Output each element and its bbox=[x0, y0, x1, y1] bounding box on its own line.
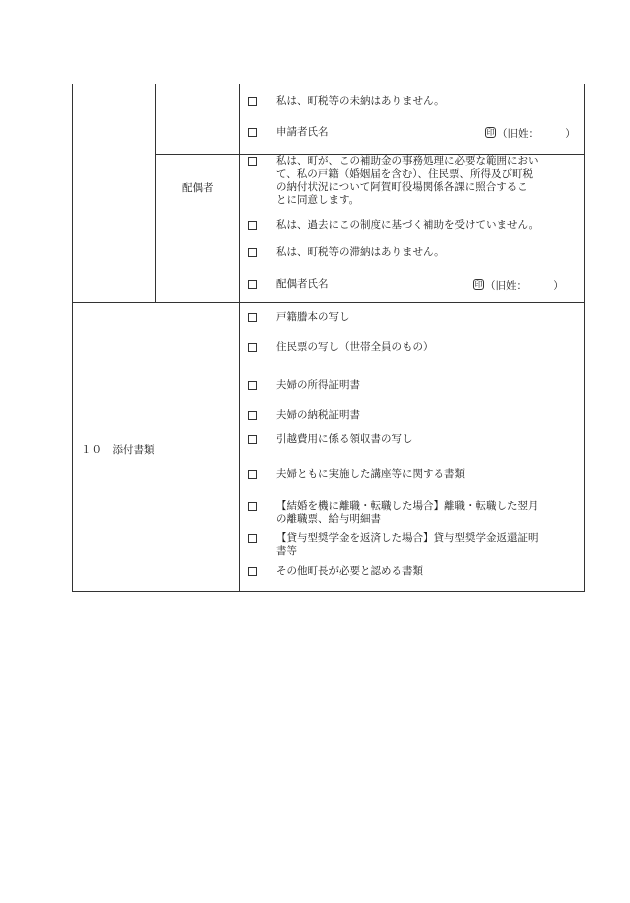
spouse-consent-line-1: 私は、町が、この補助金の事務処理に必要な範囲におい bbox=[276, 155, 539, 167]
applicant-name-label: 申請者氏名 bbox=[276, 126, 329, 138]
spouse-no-prior-subsidy-text: 私は、過去にこの制度に基づく補助を受けていません。 bbox=[276, 219, 540, 231]
table-divider-attachments bbox=[72, 302, 585, 303]
checkbox-applicant-no-arrears[interactable] bbox=[248, 97, 257, 106]
attachment-item-family-register: 戸籍謄本の写し bbox=[276, 311, 350, 323]
checkbox-spouse-name[interactable] bbox=[248, 280, 257, 289]
table-divider-inner-left bbox=[155, 84, 156, 302]
table-border-bottom bbox=[72, 591, 585, 592]
checkbox-family-register[interactable] bbox=[248, 313, 257, 322]
checkbox-tax-certificate[interactable] bbox=[248, 411, 257, 420]
checkbox-income-certificate[interactable] bbox=[248, 381, 257, 390]
applicant-no-arrears-text: 私は、町税等の未納はありません。 bbox=[276, 95, 445, 107]
checkbox-applicant-name[interactable] bbox=[248, 128, 257, 137]
attachment-item-other-documents: その他町長が必要と認める書類 bbox=[276, 565, 423, 577]
spouse-consent-line-2: て、私の戸籍（婚姻届を含む）、住民票、所得及び町税 bbox=[276, 168, 534, 180]
seal-icon: 印 bbox=[486, 128, 495, 137]
attachment-item-tax-certificate: 夫婦の納税証明書 bbox=[276, 409, 360, 421]
attachment-item-income-certificate: 夫婦の所得証明書 bbox=[276, 379, 360, 391]
table-border-left bbox=[72, 84, 73, 592]
attachment-item-scholarship-line-1: 【貸与型奨学金を返済した場合】貸与型奨学金返還証明 bbox=[276, 532, 539, 544]
checkbox-other-documents[interactable] bbox=[248, 567, 257, 576]
checkbox-seminar-documents[interactable] bbox=[248, 470, 257, 479]
spouse-consent-line-4: とに同意します。 bbox=[276, 194, 360, 206]
spouse-no-delinquency-text: 私は、町税等の滞納はありません。 bbox=[276, 246, 445, 258]
table-border-right bbox=[584, 84, 585, 592]
attachment-item-moving-receipt: 引越費用に係る領収書の写し bbox=[276, 433, 413, 445]
attachment-item-job-change-line-1: 【結婚を機に離職・転職した場合】離職・転職した翌月 bbox=[276, 500, 539, 512]
checkbox-job-change-documents[interactable] bbox=[248, 502, 257, 511]
checkbox-resident-record[interactable] bbox=[248, 343, 257, 352]
checkbox-spouse-no-prior-subsidy[interactable] bbox=[248, 221, 257, 230]
spouse-consent-line-3: の納付状況について阿賀町役場関係各課に照合するこ bbox=[276, 181, 528, 193]
attachment-item-scholarship-line-2: 書等 bbox=[276, 545, 297, 557]
spouse-name-label: 配偶者氏名 bbox=[276, 278, 329, 290]
seal-icon: 印 bbox=[474, 280, 483, 289]
attachment-item-job-change-line-2: の離職票、給与明細書 bbox=[276, 513, 381, 525]
checkbox-spouse-no-delinquency[interactable] bbox=[248, 248, 257, 257]
checkbox-moving-receipt[interactable] bbox=[248, 435, 257, 444]
spouse-old-surname: （旧姓： ） bbox=[485, 280, 564, 292]
attachments-label: １０ 添付書類 bbox=[81, 444, 155, 456]
checkbox-spouse-consent[interactable] bbox=[248, 157, 257, 166]
attachment-item-resident-record: 住民票の写し（世帯全員のもの） bbox=[276, 341, 434, 353]
spouse-label: 配偶者 bbox=[182, 182, 214, 194]
attachment-item-seminar-documents: 夫婦ともに実施した講座等に関する書類 bbox=[276, 468, 465, 480]
applicant-old-surname: （旧姓： ） bbox=[497, 128, 576, 140]
table-divider-main bbox=[239, 84, 240, 592]
checkbox-scholarship-certificate[interactable] bbox=[248, 534, 257, 543]
